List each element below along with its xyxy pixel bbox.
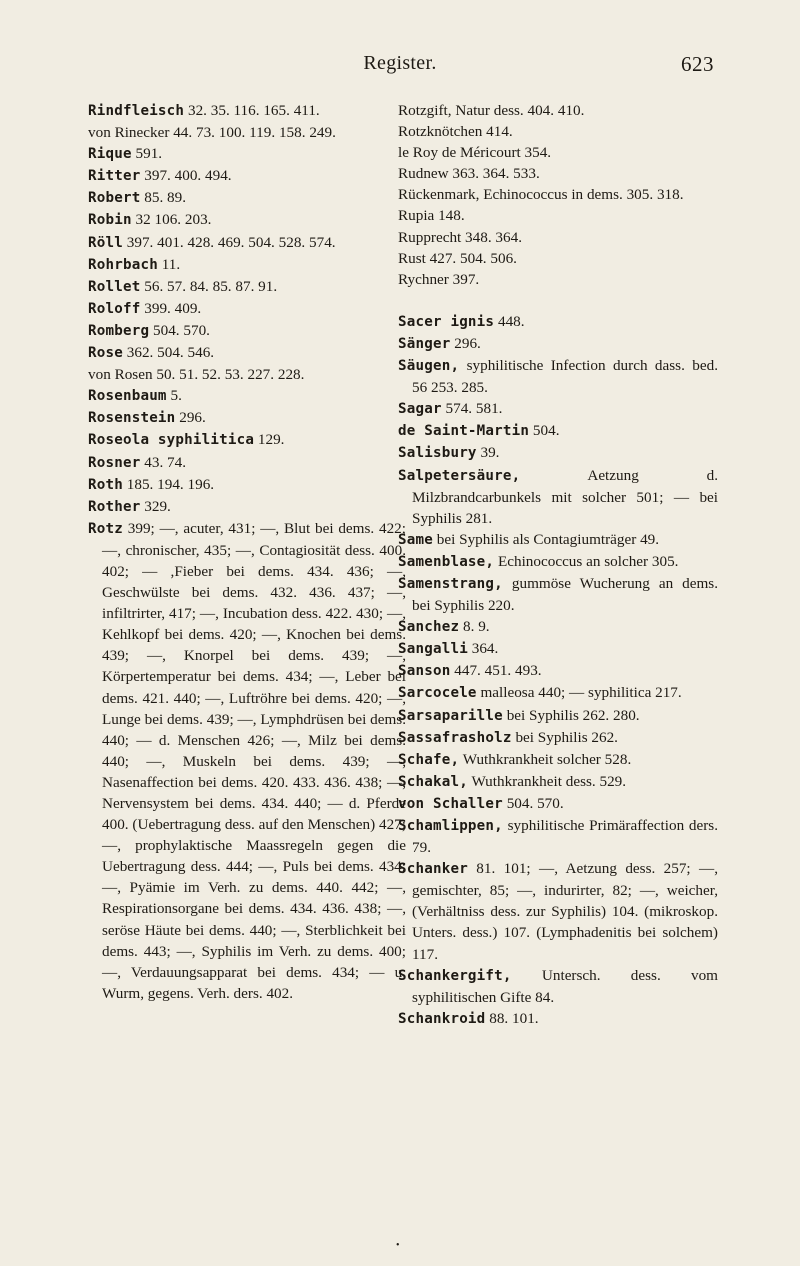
- entry-references: gummöse Wucherung an dems. bei Syphilis 220.: [412, 574, 718, 615]
- entry-references: Rupia 148.: [398, 207, 465, 225]
- entry-heading: Sangalli: [398, 641, 468, 658]
- section-gap: [398, 290, 718, 311]
- entry-references: Rückenmark, Echinococcus in dems. 305. 318.: [398, 186, 684, 204]
- page-header: [86, 52, 714, 80]
- entry-heading: Schankergift,: [398, 967, 512, 984]
- index-entry: [88, 122, 406, 143]
- entry-references: 5.: [166, 387, 182, 405]
- index-entry: [398, 529, 718, 551]
- entry-heading: Schankroid: [398, 1010, 486, 1027]
- index-entry: [88, 518, 406, 1004]
- entry-references: 39.: [476, 444, 500, 462]
- index-entry: [398, 858, 718, 964]
- index-entry: [88, 298, 406, 320]
- entry-references: 329.: [140, 497, 171, 515]
- entry-references: bei Syphilis als Contagiumträger 49.: [432, 530, 660, 548]
- entry-heading: Rindfleisch: [88, 103, 185, 119]
- entry-references: 32. 35. 116. 165. 411.: [184, 102, 320, 119]
- entry-heading: Sacer ignis: [398, 313, 495, 330]
- entry-heading: de Saint-Martin: [398, 423, 530, 440]
- index-entry: [398, 465, 718, 529]
- index-entry: [398, 682, 718, 704]
- index-entry: [398, 727, 718, 749]
- entry-references: 85. 89.: [140, 189, 187, 207]
- entry-heading: Salisbury: [398, 445, 477, 462]
- index-entry: [398, 205, 718, 226]
- index-entry: [398, 638, 718, 660]
- entry-heading: Rosenstein: [88, 410, 176, 427]
- index-entry: [88, 496, 406, 518]
- index-entry: [88, 320, 406, 342]
- entry-references: Untersch. dess. vom syphilitischen Gifte 84.: [412, 966, 718, 1006]
- entry-references: 88. 101.: [485, 1009, 539, 1027]
- index-entry: [398, 142, 718, 163]
- index-entry: [398, 771, 718, 793]
- index-entry: [88, 165, 406, 187]
- entry-references: 81. 101; —, Aetzung dess. 257; —, gemischter, 85; —, indurirter, 82; —, weicher, (Verhältniss dess. zur Syphilis) 104. (mikroskop. Unters. dess.) 107. (Lymphadenitis bei solchem) 117.: [412, 860, 718, 963]
- entry-references: 129.: [254, 431, 285, 449]
- entry-references: von Rinecker 44. 73. 100. 119. 158. 249.: [88, 124, 336, 142]
- entry-heading: Sassafrasholz: [398, 729, 512, 746]
- entry-references: Wuthkrankheit solcher 528.: [459, 750, 632, 768]
- entry-references: 43. 74.: [140, 453, 187, 471]
- printer-mark: •: [396, 1240, 400, 1251]
- entry-references: Rupprecht 348. 364.: [398, 228, 523, 246]
- entry-references: 504. 570.: [149, 321, 210, 339]
- entry-references: malleosa 440; — syphilitica 217.: [476, 684, 682, 702]
- entry-references: 504. 570.: [502, 794, 564, 812]
- index-entry: [398, 573, 718, 616]
- index-entry: [398, 793, 718, 815]
- entry-heading: Röll: [88, 234, 123, 251]
- entry-heading: Sanson: [398, 663, 451, 680]
- entry-references: Echinococcus an solcher 305.: [494, 552, 679, 570]
- entry-heading: Schanker: [398, 861, 468, 878]
- entry-references: von Rosen 50. 51. 52. 53. 227. 228.: [88, 366, 305, 384]
- entry-references: Rotzgift, Natur dess. 404. 410.: [398, 102, 585, 119]
- entry-heading: Romberg: [88, 322, 150, 339]
- entry-references: 8. 9.: [459, 618, 490, 636]
- index-entry: [398, 616, 718, 638]
- entry-heading: Roloff: [88, 300, 141, 317]
- entry-references: syphilitische Infection durch dass. bed. 56 253. 285.: [412, 357, 718, 397]
- entry-heading: Schafe,: [398, 751, 460, 768]
- index-entry: [398, 442, 718, 464]
- index-column-right: [398, 100, 718, 1030]
- index-entry: [88, 143, 406, 165]
- entry-references: 362. 504. 546.: [122, 344, 215, 362]
- entry-references: syphilitische Primäraffection ders. 79.: [412, 817, 718, 857]
- index-entry: [88, 452, 406, 474]
- index-entry: [398, 815, 718, 858]
- entry-heading: Ritter: [88, 168, 141, 185]
- entry-references: 56. 57. 84. 85. 87. 91.: [140, 277, 278, 295]
- index-entry: [398, 1008, 718, 1030]
- index-entry: [398, 184, 718, 205]
- entry-references: 574. 581.: [441, 400, 503, 418]
- entry-heading: Robert: [88, 190, 141, 207]
- entry-references: 296.: [450, 334, 481, 352]
- running-title: Register.: [363, 52, 437, 74]
- entry-references: 11.: [157, 255, 181, 273]
- entry-heading: Samenstrang,: [398, 575, 503, 592]
- entry-heading: Sarsaparille: [398, 707, 503, 724]
- index-entry: [398, 551, 718, 573]
- entry-references: Rust 427. 504. 506.: [398, 249, 517, 267]
- index-entry: [398, 163, 718, 184]
- index-entry: [88, 276, 406, 298]
- index-entry: [398, 749, 718, 771]
- entry-heading: Rosner: [88, 454, 141, 471]
- index-entry: [88, 407, 406, 429]
- index-entry: [88, 209, 406, 231]
- entry-references: Rudnew 363. 364. 533.: [398, 165, 540, 183]
- entry-heading: Rohrbach: [88, 256, 158, 273]
- entry-references: 447. 451. 493.: [450, 662, 542, 680]
- entry-references: Rychner 397.: [398, 270, 480, 288]
- index-entry: [88, 385, 406, 407]
- entry-references: 504.: [529, 422, 560, 440]
- index-entry: [88, 342, 406, 364]
- entry-heading: Sanchez: [398, 619, 460, 636]
- index-entry: [398, 420, 718, 442]
- entry-references: Wuthkrankheit dess. 529.: [467, 772, 627, 790]
- entry-heading: Rother: [88, 498, 141, 515]
- entry-references: 399. 409.: [140, 299, 202, 317]
- entry-heading: Roth: [88, 476, 123, 493]
- entry-heading: Rosenbaum: [88, 388, 167, 405]
- entry-heading: Sänger: [398, 335, 451, 352]
- index-entry: [88, 187, 406, 209]
- index-entry: [88, 364, 406, 385]
- entry-references: Rotzknötchen 414.: [398, 123, 513, 141]
- entry-heading: Rose: [88, 345, 123, 362]
- entry-references: Aetzung d. Milzbrandcarbunkels mit solcher 501; — bei Syphilis 281.: [412, 466, 718, 527]
- index-entry: [398, 100, 718, 121]
- entry-heading: Samenblase,: [398, 553, 495, 570]
- index-entry: [398, 311, 718, 333]
- index-entry: [398, 248, 718, 269]
- entry-heading: Schakal,: [398, 773, 468, 790]
- entry-heading: Rotz: [88, 520, 123, 537]
- index-entry: [398, 660, 718, 682]
- entry-heading: von Schaller: [398, 795, 503, 812]
- entry-references: bei Syphilis 262.: [511, 728, 618, 746]
- index-entry: [398, 333, 718, 355]
- entry-heading: Roseola syphilitica: [88, 432, 255, 449]
- entry-references: 364.: [467, 640, 499, 658]
- entry-heading: Rollet: [88, 278, 141, 295]
- index-entry: [88, 474, 406, 496]
- entry-references: 448.: [494, 312, 525, 330]
- entry-heading: Sagar: [398, 401, 442, 418]
- entry-heading: Schamlippen,: [398, 818, 503, 834]
- entry-references: le Roy de Méricourt 354.: [398, 144, 552, 162]
- index-entry: [398, 227, 718, 248]
- index-entry: [398, 705, 718, 727]
- page-number: 623: [681, 52, 714, 76]
- entry-heading: Robin: [88, 212, 132, 229]
- index-entry: [88, 254, 406, 276]
- entry-references: 32 106. 203.: [131, 211, 212, 229]
- entry-heading: Salpetersäure,: [398, 467, 521, 484]
- entry-heading: Same: [398, 531, 433, 548]
- index-entry: [88, 100, 406, 122]
- index-entry: [398, 269, 718, 290]
- entry-heading: Säugen,: [398, 358, 460, 375]
- index-entry: [398, 355, 718, 398]
- entry-references: 296.: [175, 409, 206, 427]
- entry-references: 397. 401. 428. 469. 504. 528. 574.: [122, 233, 336, 251]
- index-entry: [88, 232, 406, 254]
- index-column-left: [88, 100, 406, 1004]
- index-entry: [398, 398, 718, 420]
- entry-heading: Sarcocele: [398, 685, 477, 702]
- index-entry: [88, 429, 406, 451]
- entry-references: 397. 400. 494.: [140, 167, 232, 185]
- entry-references: 591.: [131, 145, 163, 163]
- entry-references: 399; —, acuter, 431; —, Blut bei dems. 422; —, chronischer, 435; —, Contagiosität dess. 400. 402; — ,Fieber bei dems. 434. 436; —, Geschwülste bei dems. 432. 436. 437; —, infiltrirter, 417; —, Incubation dess. 422. 430; —, Kehlkopf bei dems. 420; —, Knochen bei dems. 439; —, Knorpel bei dems. 439; —, Körpertemperatur bei dems. 434; —, Leber bei dems. 421. 440; —, Luftröhre bei dems. 420; —, Lunge bei dems. 439; —, Lymphdrüsen bei dems. 440; — d. Menschen 426; —, Milz bei dems. 440; —, Muskeln bei dems. 439; —, Nasenaffection bei dems. 420. 433. 436. 438; —, Nervensystem bei dems. 434. 440; — d. Pferde 400. (Uebertragung dess. auf den Menschen) 427; —, prophylaktische Maassregeln gegen die Uebertragung dess. 444; —, Puls bei dems. 434; —, Pyämie im Verh. zu dems. 440. 442; —, Respirationsorgane bei dems. 434. 436. 438; —, seröse Häute bei dems. 440; —, Sterblichkeit bei dems. 443; —, Syphilis im Verh. zu dems. 400; —, Verdauungsapparat bei dems. 434; — u. Wurm, gegens. Verh. ders. 402.: [102, 519, 406, 1002]
- entry-heading: Rique: [88, 146, 132, 163]
- entry-references: bei Syphilis 262. 280.: [502, 706, 640, 724]
- index-entry: [398, 965, 718, 1008]
- index-entry: [398, 121, 718, 142]
- entry-references: 185. 194. 196.: [122, 475, 215, 493]
